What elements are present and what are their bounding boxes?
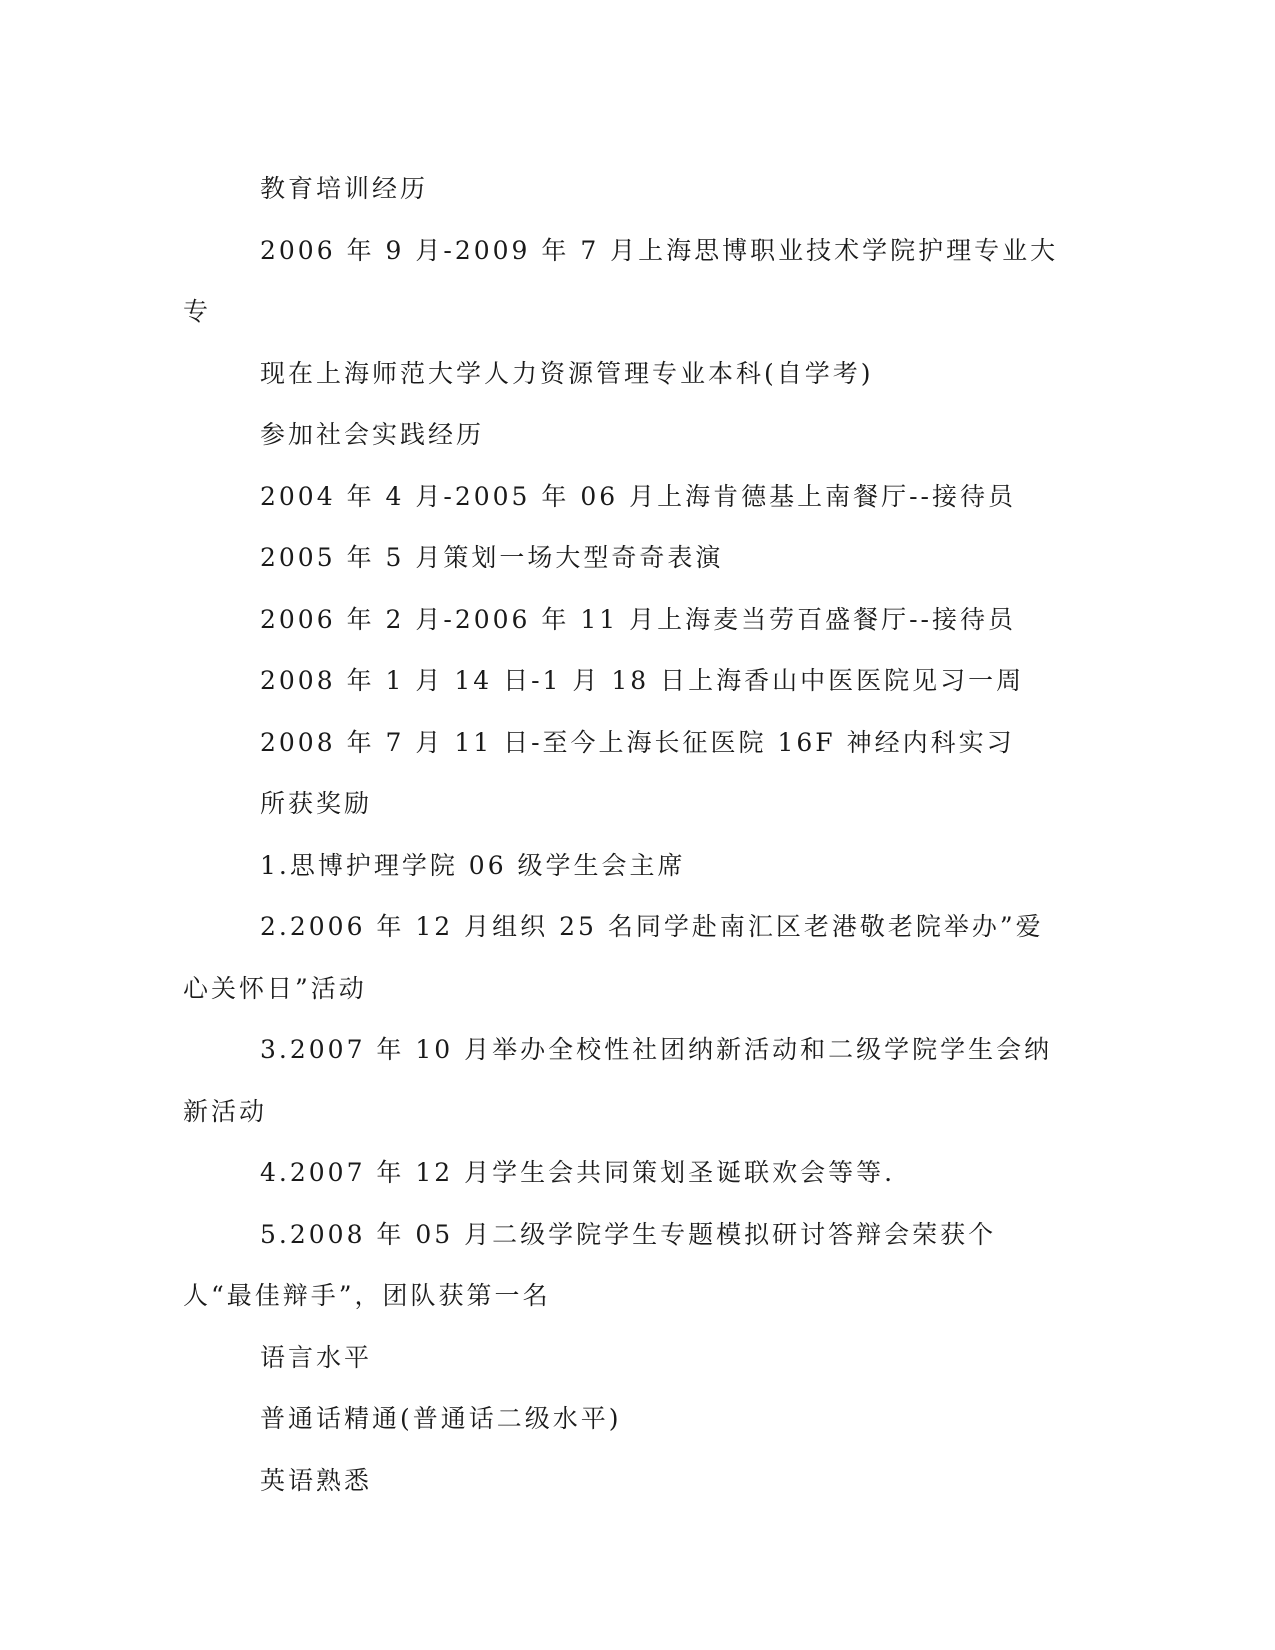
award-item: 1.思博护理学院 06 级学生会主席	[260, 850, 686, 880]
document-body	[183, 158, 1063, 1511]
language-item: 英语熟悉	[260, 1465, 373, 1495]
section-heading-awards: 所获奖励	[260, 789, 373, 818]
language-item: 普通话精通(普通话二级水平)	[260, 1404, 622, 1433]
education-item: 现在上海师范大学人力资源管理专业本科(自学考)	[260, 358, 874, 388]
practice-item: 2008 年 1 月 14 日-1 月 18 日上海香山中医医院见习一周	[260, 666, 1025, 695]
section-heading-education: 教育培训经历	[260, 174, 429, 203]
award-item: 2.2006 年 12 月组织 25 名同学赴南汇区老港敬老院举办”爱心关怀日”活动	[183, 912, 1044, 1003]
section-heading-language: 语言水平	[260, 1342, 373, 1372]
practice-item: 2006 年 2 月-2006 年 11 月上海麦当劳百盛餐厅--接待员	[260, 604, 1016, 634]
award-item: 5.2008 年 05 月二级学院学生专题模拟研讨答辩会荣获个人“最佳辩手”，团队获第一名	[183, 1219, 997, 1310]
education-item: 2006 年 9 月-2009 年 7 月上海思博职业技术学院护理专业大专	[183, 235, 1059, 326]
section-heading-practice: 参加社会实践经历	[260, 420, 485, 449]
award-item: 4.2007 年 12 月学生会共同策划圣诞联欢会等等.	[260, 1158, 896, 1187]
practice-item: 2004 年 4 月-2005 年 06 月上海肯德基上南餐厅--接待员	[260, 481, 1016, 511]
practice-item: 2005 年 5 月策划一场大型奇奇表演	[260, 543, 724, 572]
award-item: 3.2007 年 10 月举办全校性社团纳新活动和二级学院学生会纳新活动	[183, 1035, 1053, 1126]
practice-item: 2008 年 7 月 11 日-至今上海长征医院 16F 神经内科实习	[260, 727, 1015, 757]
